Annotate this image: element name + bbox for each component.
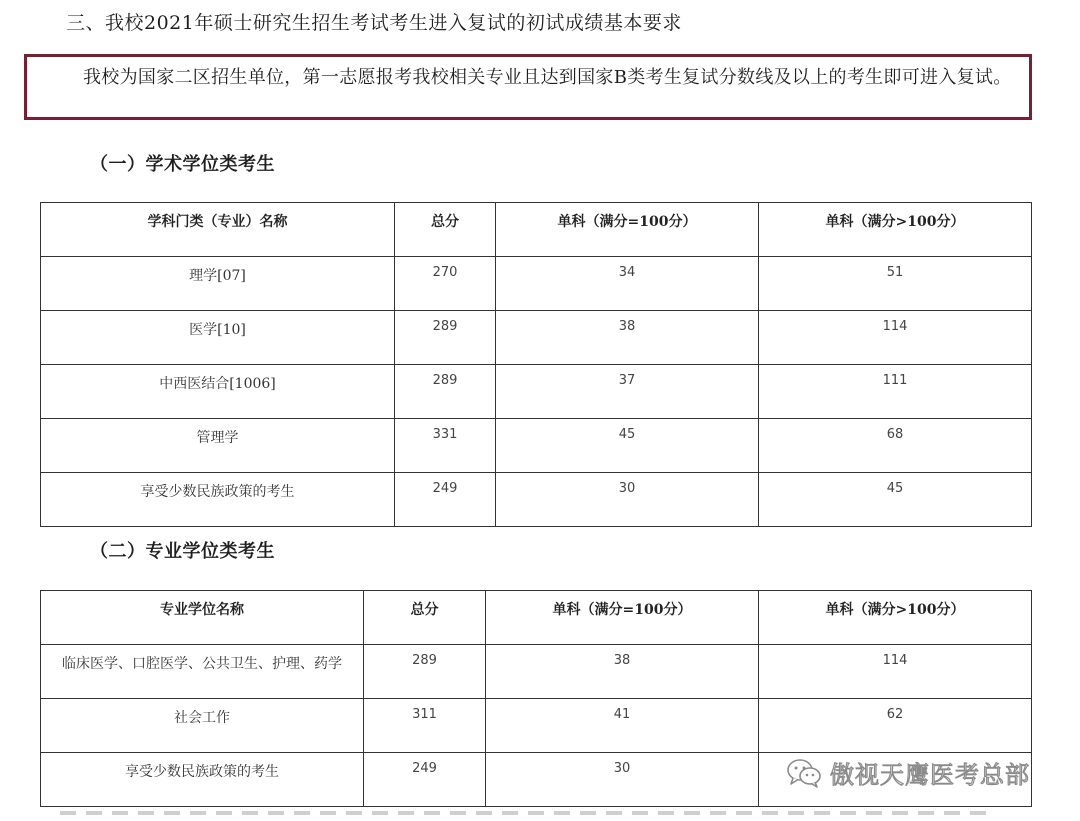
notice-box: 我校为国家二区招生单位，第一志愿报考我校相关专业且达到国家B类考生复试分数线及以上的考生即可进入复试。 [24,54,1032,120]
academic-section-title: （一）学术学位类考生 [90,154,275,175]
column-header: 单科（满分=100分） [496,203,759,257]
column-header: 总分 [364,591,486,645]
total-score-cell: 289 [395,365,496,419]
subject-cell: 理学[07] [41,257,395,311]
wechat-icon [786,758,822,788]
watermark [786,755,1030,790]
total-score-cell: 289 [364,645,486,699]
table-row [41,473,1032,527]
total-score-cell: 331 [395,419,496,473]
table-row [41,365,1032,419]
column-header: 单科（满分>100分） [759,203,1032,257]
subject-cell: 享受少数民族政策的考生 [41,473,395,527]
single-100-cell: 37 [496,365,759,419]
single-over-100-cell: 62 [759,699,1032,753]
subject-cell: 管理学 [41,419,395,473]
page-heading: 三、我校2021年硕士研究生招生考试考生进入复试的初试成绩基本要求 [66,12,682,34]
total-score-cell: 289 [395,311,496,365]
single-100-cell: 41 [486,699,759,753]
single-100-cell: 30 [486,753,759,807]
single-100-cell: 38 [486,645,759,699]
single-100-cell: 38 [496,311,759,365]
table-header-row [41,203,1032,257]
single-over-100-cell: 68 [759,419,1032,473]
total-score-cell: 311 [364,699,486,753]
single-over-100-cell: 114 [759,645,1032,699]
single-100-cell: 34 [496,257,759,311]
total-score-cell: 270 [395,257,496,311]
total-score-cell: 249 [395,473,496,527]
degree-cell: 享受少数民族政策的考生 [41,753,364,807]
degree-cell: 临床医学、口腔医学、公共卫生、护理、药学 [41,645,364,699]
table-header-row [41,591,1032,645]
cutoff-text-line [60,811,1040,821]
table-row [41,311,1032,365]
single-over-100-cell: 51 [759,257,1032,311]
subject-cell: 医学[10] [41,311,395,365]
table-row [41,257,1032,311]
single-100-cell: 30 [496,473,759,527]
column-header: 单科（满分=100分） [486,591,759,645]
table-row [41,645,1032,699]
professional-section-title: （二）专业学位类考生 [90,541,275,562]
column-header: 总分 [395,203,496,257]
degree-cell: 社会工作 [41,699,364,753]
watermark-text: 傲视天鹰医考总部 [830,761,1030,789]
table-row [41,419,1032,473]
table-row [41,699,1032,753]
column-header: 学科门类（专业）名称 [41,203,395,257]
single-over-100-cell: 111 [759,365,1032,419]
single-100-cell: 45 [496,419,759,473]
subject-cell: 中西医结合[1006] [41,365,395,419]
single-over-100-cell: 114 [759,311,1032,365]
column-header: 专业学位名称 [41,591,364,645]
column-header: 单科（满分>100分） [759,591,1032,645]
academic-score-table [40,202,1032,527]
total-score-cell: 249 [364,753,486,807]
single-over-100-cell: 45 [759,473,1032,527]
